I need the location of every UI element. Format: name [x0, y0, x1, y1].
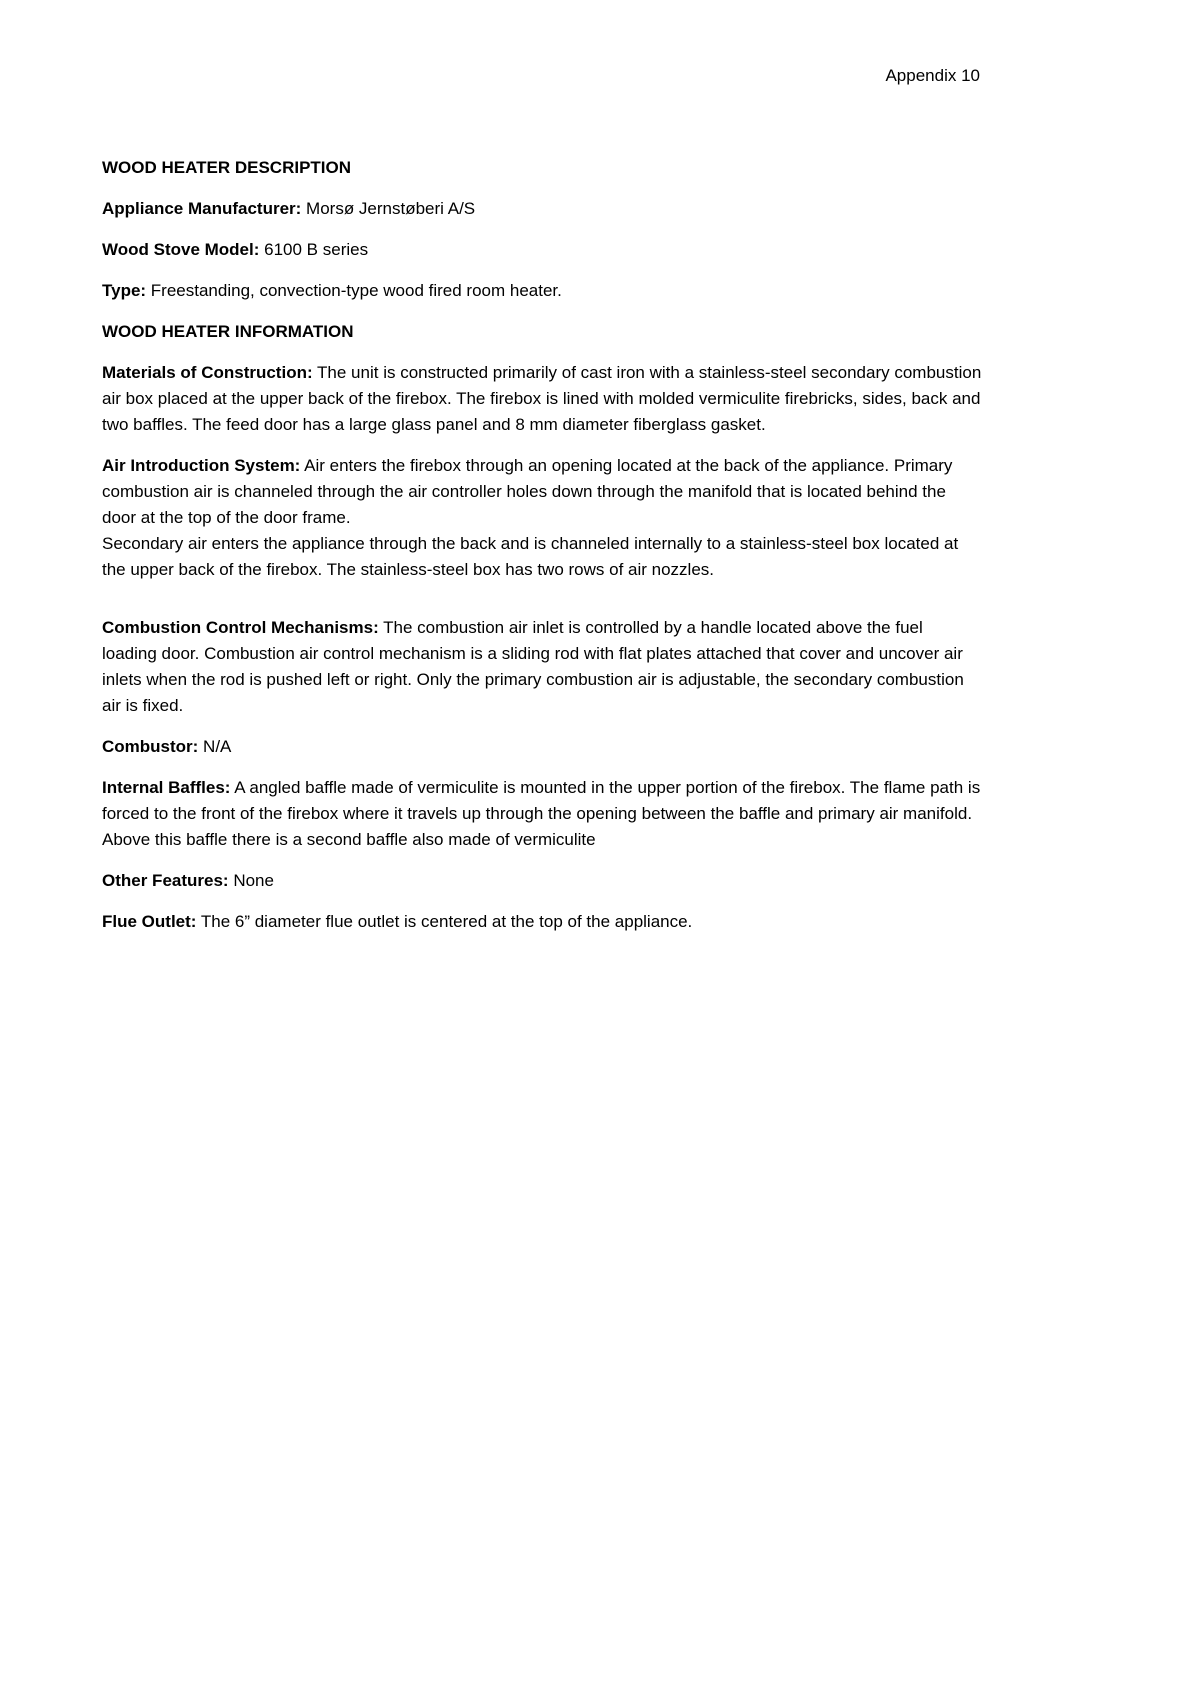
field-model-value: 6100 B series — [259, 240, 369, 259]
paragraph-combustion-control-text: The combustion air inlet is controlled by a handle located above the fuel loading door. Combustion air control mechanism is a sliding rod with flat plates attached that cover and uncover air inlets when the rod is pushed left or right. Only the primary combustion air is adjustable, the secondary combustion air is fixed. — [102, 618, 964, 715]
paragraph-flue-outlet — [102, 909, 982, 935]
field-model-label: Wood Stove Model: — [102, 240, 260, 259]
field-type — [102, 278, 982, 304]
paragraph-other-features — [102, 868, 982, 894]
field-manufacturer-label: Appliance Manufacturer: — [102, 199, 302, 218]
paragraph-combustion-control — [102, 615, 982, 719]
paragraph-materials-label: Materials of Construction: — [102, 363, 313, 382]
paragraph-combustor — [102, 734, 982, 760]
paragraph-flue-outlet-label: Flue Outlet: — [102, 912, 197, 931]
paragraph-materials-text: The unit is constructed primarily of cast iron with a stainless-steel secondary combustion air box placed at the upper back of the firebox. The firebox is lined with molded vermiculite firebricks, sides, back and two baffles. The feed door has a large glass panel and 8 mm diameter fiberglass gasket. — [102, 363, 982, 434]
section-heading-information: WOOD HEATER INFORMATION — [102, 322, 354, 341]
field-type-value: Freestanding, convection-type wood fired room heater. — [146, 281, 562, 300]
document-body — [102, 155, 982, 950]
paragraph-flue-outlet-text: The 6” diameter flue outlet is centered at the top of the appliance. — [196, 912, 693, 931]
paragraph-internal-baffles — [102, 775, 982, 853]
paragraph-other-features-label: Other Features: — [102, 871, 229, 890]
paragraph-other-features-text: None — [228, 871, 274, 890]
paragraph-air-introduction-text: Air enters the firebox through an opening located at the back of the appliance. Primary combustion air is channeled through the air controller holes down through the manifold that is located behind the door at the top of the door frame. — [102, 456, 953, 527]
section-heading-description: WOOD HEATER DESCRIPTION — [102, 158, 352, 177]
paragraph-combustor-text: N/A — [198, 737, 232, 756]
paragraph-materials — [102, 360, 982, 438]
paragraph-combustion-control-label: Combustion Control Mechanisms: — [102, 618, 379, 637]
appendix-label: Appendix 10 — [885, 66, 980, 85]
paragraph-combustor-label: Combustor: — [102, 737, 199, 756]
field-manufacturer-value: Morsø Jernstøberi A/S — [301, 199, 476, 218]
field-manufacturer — [102, 196, 982, 222]
paragraph-secondary-air-text: Secondary air enters the appliance through the back and is channeled internally to a stainless-steel box located at the upper back of the firebox. The stainless-steel box has two rows of air nozzles. — [102, 534, 959, 579]
field-model — [102, 237, 982, 263]
paragraph-air-introduction-label: Air Introduction System: — [102, 456, 301, 475]
paragraph-internal-baffles-label: Internal Baffles: — [102, 778, 231, 797]
field-type-label: Type: — [102, 281, 147, 300]
paragraph-air-introduction — [102, 453, 982, 583]
paragraph-internal-baffles-text: A angled baffle made of vermiculite is mounted in the upper portion of the firebox. The flame path is forced to the front of the firebox where it travels up through the opening between the baffle and primary air manifold. Above this baffle there is a second baffle also made of vermiculite — [102, 778, 981, 849]
